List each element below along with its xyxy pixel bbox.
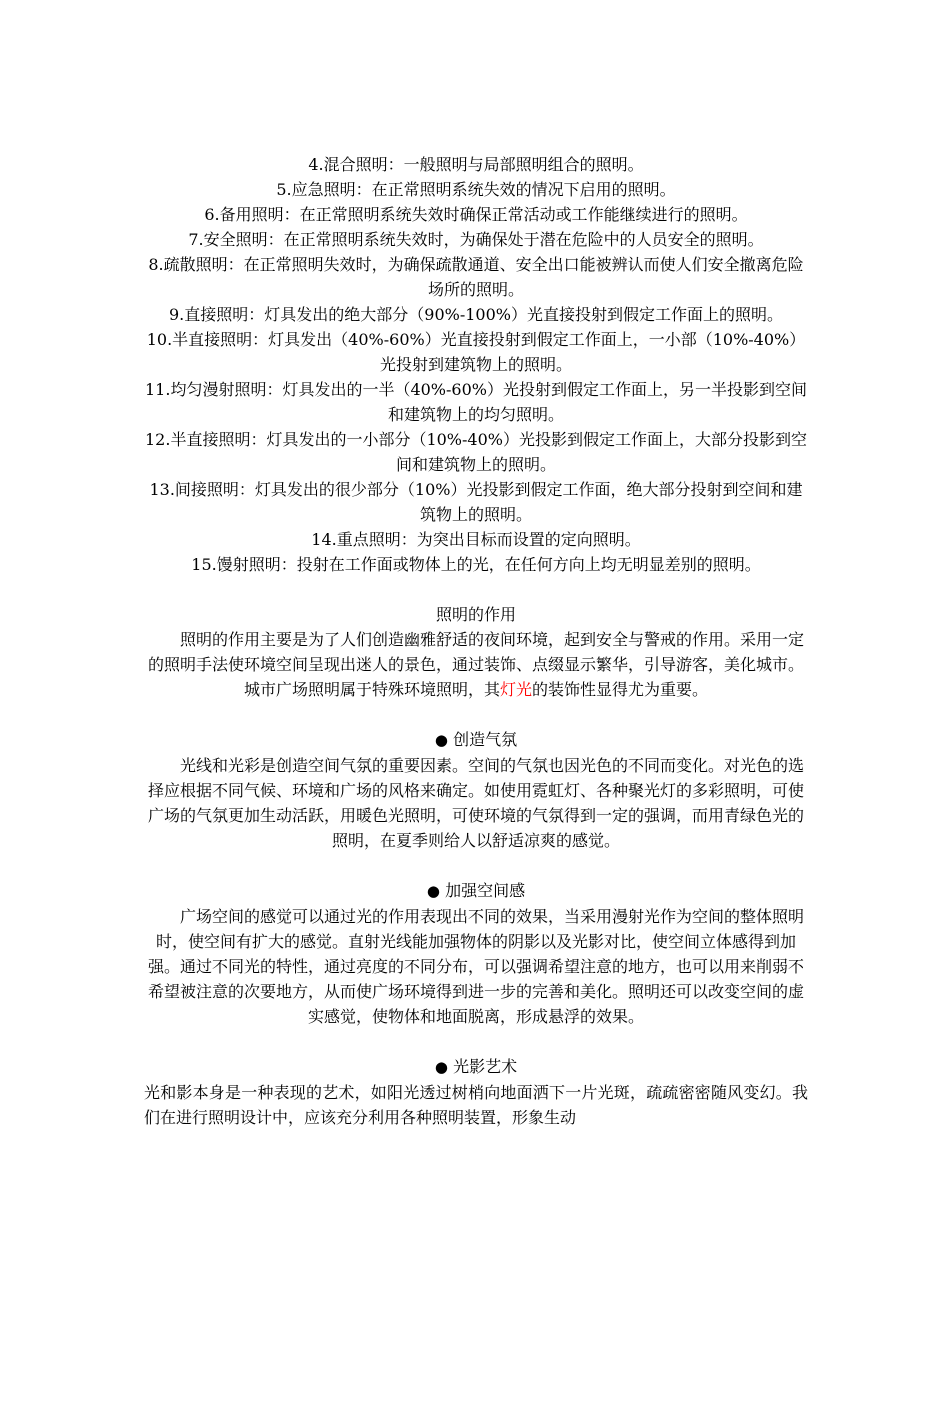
bullet-icon: ● <box>434 731 448 749</box>
definition-item: 14.重点照明：为突出目标而设置的定向照明。 <box>311 530 641 549</box>
definitions-list <box>144 152 808 577</box>
document-body <box>144 152 808 1130</box>
highlighted-term: 灯光 <box>499 680 532 699</box>
section-paragraph-light-shadow: 光和影本身是一种表现的艺术，如阳光透过树梢向地面洒下一片光斑，疏疏密密随风变幻。我们在进行照明设计中，应该充分利用各种照明装置，形象生动 <box>144 1083 808 1127</box>
spacer <box>144 1029 808 1054</box>
definition-item: 10.半直接照明：灯具发出（40%-60%）光直接投射到假定工作面上，一小部（10%-40%）光投射到建筑物上的照明。 <box>146 330 806 374</box>
section-heading-text: 光影艺术 <box>453 1057 518 1076</box>
spacer <box>144 853 808 878</box>
definition-item: 5.应急照明：在正常照明系统失效的情况下启用的照明。 <box>276 180 676 199</box>
spacer <box>144 702 808 727</box>
definition-item: 11.均匀漫射照明：灯具发出的一半（40%-60%）光投射到假定工作面上，另一半投影到空间和建筑物上的均匀照明。 <box>145 380 807 424</box>
section-heading-light-shadow <box>144 1054 808 1080</box>
definition-item: 13.间接照明：灯具发出的很少部分（10%）光投影到假定工作面，绝大部分投射到空间和建筑物上的照明。 <box>149 480 803 524</box>
definition-item: 8.疏散照明：在正常照明失效时，为确保疏散通道、安全出口能被辨认而使人们安全撤离危险场所的照明。 <box>148 255 804 299</box>
bullet-icon: ● <box>426 882 440 900</box>
role-text-before: 照明的作用主要是为了人们创造幽雅舒适的夜间环境，起到安全与警戒的作用。采用一定的照明手法使环境空间呈现出迷人的景色，通过装饰、点缀显示繁华，引导游客，美化城市。城市广场照明属于特殊环境照明，其 <box>147 630 804 699</box>
role-heading: 照明的作用 <box>435 605 516 624</box>
section-paragraph-atmosphere: 光线和光彩是创造空间气氛的重要因素。空间的气氛也因光色的不同而变化。对光色的选择应根据不同气候、环境和广场的风格来确定。如使用霓虹灯、各种聚光灯的多彩照明，可使广场的气氛更加生动活跃，用暖色光照明，可使环境的气氛得到一定的强调，而用青绿色光的照明，在夏季则给人以舒适凉爽的感觉。 <box>147 756 804 850</box>
role-text-after: 的装饰性显得尤为重要。 <box>532 680 709 699</box>
definition-item: 7.安全照明：在正常照明系统失效时，为确保处于潜在危险中的人员安全的照明。 <box>188 230 764 249</box>
definition-item: 9.直接照明：灯具发出的绝大部分（90%-100%）光直接投射到假定工作面上的照明。 <box>169 305 783 324</box>
definition-item: 6.备用照明：在正常照明系统失效时确保正常活动或工作能继续进行的照明。 <box>204 205 748 224</box>
definition-item: 15.馒射照明：投射在工作面或物体上的光，在任何方向上均无明显差别的照明。 <box>191 555 761 574</box>
section-heading-text: 加强空间感 <box>445 881 526 900</box>
role-paragraph <box>144 627 808 702</box>
section-heading-atmosphere <box>144 727 808 753</box>
section-paragraph-space: 广场空间的感觉可以通过光的作用表现出不同的效果，当采用漫射光作为空间的整体照明时，使空间有扩大的感觉。直射光线能加强物体的阴影以及光影对比，使空间立体感得到加强。通过不同光的特性，通过亮度的不同分布，可以强调希望注意的地方，也可以用来削弱不希望被注意的次要地方，从而使广场环境得到进一步的完善和美化。照明还可以改变空间的虚实感觉，使物体和地面脱离，形成悬浮的效果。 <box>147 907 804 1026</box>
section-heading-text: 创造气氛 <box>453 730 518 749</box>
bullet-icon: ● <box>434 1058 448 1076</box>
section-heading-space <box>144 878 808 904</box>
definition-item: 12.半直接照明：灯具发出的一小部分（10%-40%）光投影到假定工作面上，大部分投影到空间和建筑物上的照明。 <box>145 430 807 474</box>
spacer <box>144 577 808 602</box>
definition-item: 4.混合照明：一般照明与局部照明组合的照明。 <box>308 155 644 174</box>
